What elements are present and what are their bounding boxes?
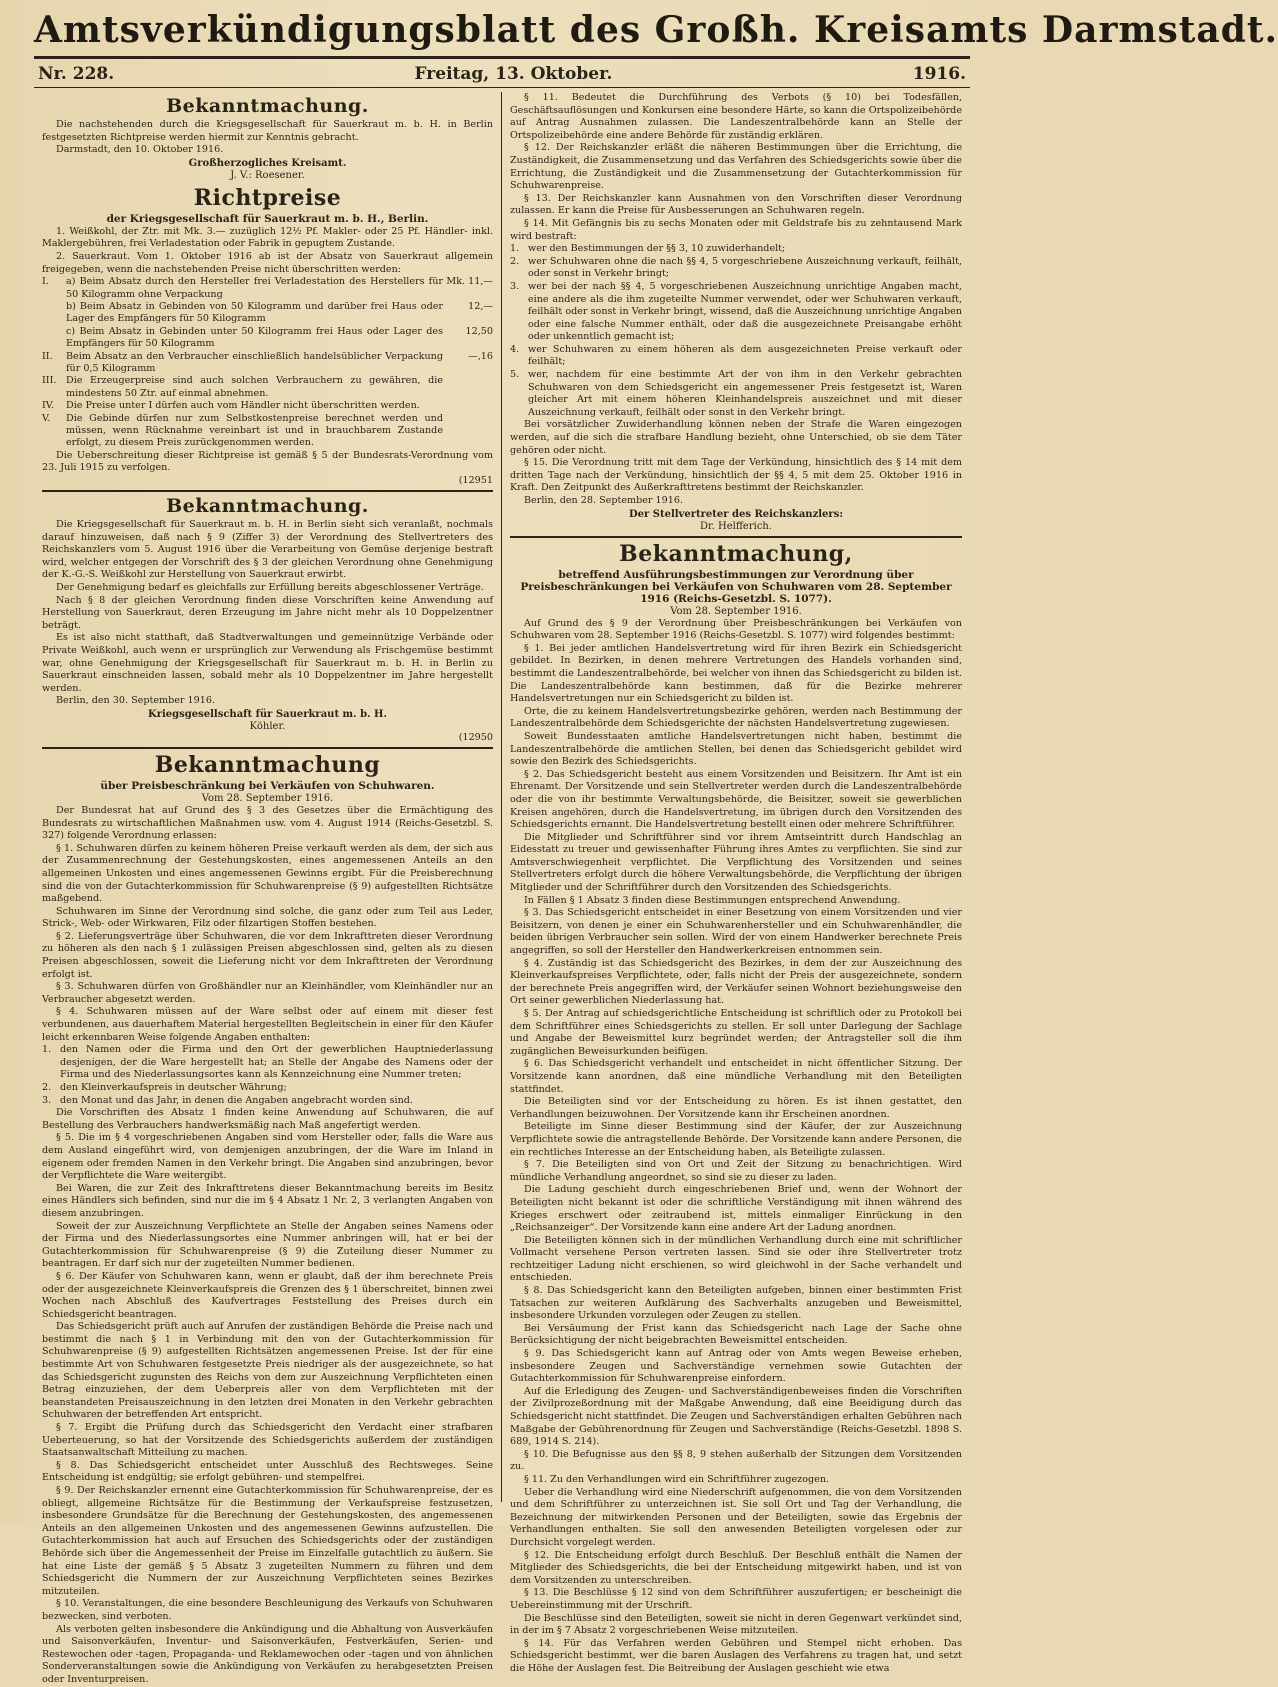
price-row-value: Mk. 11,— [446, 276, 493, 288]
price-row-value [443, 413, 493, 450]
price-row [42, 375, 493, 400]
notice-subtitle: über Preisbeschränkung bei Verkäufen von Schuhwaren. [100, 779, 435, 792]
price-row-value [443, 400, 493, 412]
divider [42, 747, 493, 749]
notice-paragraph: § 5. Der Antrag auf schiedsgerichtliche Entscheidung ist schriftlich oder zu Protokoll bei dem Schriftführer eines Schiedsgerichts zu stellen. Er soll unter Darlegung der Sachlage und Angabe der Beweismittel kurz begründet werden; der Antragsteller soll die ihm zugänglichen Beweisurkunden beifügen. [510, 1008, 962, 1057]
notice-paragraph: Die Beteiligten können sich in der mündlichen Verhandlung durch eine mit schriftlicher Vollmacht versehene Person vertreten lassen. Sind sie oder ihre Stellvertreter trotz rechtzeitiger Ladung nicht erschienen, so wird gleichwohl in der Sache verhandelt und entschieden. [510, 1234, 962, 1284]
notice-paragraph: § 9. Der Reichskanzler ernennt eine Gutachterkommission für Schuhwarenpreise, der es obliegt, allgemeine Richtsätze für die Bestimmung der Verkaufspreise festzusetzen, insbesondere Grundsätze für die Berechnung der Gestehungskosten, des angemessenen Anteils an den allgemeinen Unkosten und des angemessenen Gewinns aufzustellen. Die Gutachterkommission hat auch auf Ersuchen des Schiedsgerichts oder der zuständigen Behörde sich über die Angemessenheit der Preise im Einzelfalle gutachtlich zu äußern. Sie hat eine Liste der gemäß § 5 Absatz 3 zugeteilten Nummern zu führen und dem Schiedsgericht die Nummern der zur Auszeichnung Verpflichteten seines Bezirkes mitzuteilen. [42, 1485, 493, 1597]
price-row-text: Die Erzeugerpreise sind auch solchen Verbrauchern zu gewähren, die mindestens 50 Ztr. auf einmal abnehmen. [66, 375, 443, 399]
notice-place-date: Berlin, den 30. September 1916. [56, 695, 216, 707]
notice-title: Bekanntmachung [154, 751, 381, 778]
notice-title: Bekanntmachung, [619, 540, 853, 567]
price-row-value [443, 375, 493, 400]
masthead-rule [34, 56, 970, 59]
notice-office: Kriegsgesellschaft für Sauerkraut m. b. H. [148, 708, 387, 720]
price-row-text: Die Preise unter I dürfen auch vom Händler nicht überschritten werden. [66, 400, 420, 412]
list-text: wer, nachdem für eine bestimmte Art der von ihm in den Verkehr gebrachten Schuhwaren von dem Schiedsgericht ein angemessener Preis festgesetzt ist, Waren gleicher Art mit einem höheren Kleinhandelspreis auszeichnet und mit dieser Auszeichnung verkauft, feilhält oder sonst in den Verkehr bringt. [528, 369, 962, 418]
list-number: 4. [510, 343, 520, 355]
notice-paragraph: Die Beschlüsse sind den Beteiligten, soweit sie nicht in deren Gegenwart verkündet sind, in der im § 7 Absatz 2 vorgeschriebenen Weise mitzuteilen. [510, 1612, 962, 1637]
list-item [42, 1082, 493, 1095]
notice-paragraph: Es ist also nicht statthaft, daß Stadtverwaltungen und gemeinnützige Verbände oder Private Weißkohl, auch wenn er ursprünglich zur Verwendung als Frischgemüse bestimmt war, ohne Genehmigung der Kriegsgesellschaft für Sauerkraut m. b. H. in Berlin zu Sauerkraut einschneiden lassen, sobald mehr als 10 Doppelzentner im Jahre hergestellt werden. [42, 632, 493, 694]
notice-paragraph: Ueber die Verhandlung wird eine Niederschrift aufgenommen, die von dem Vorsitzenden und dem Schriftführer zu unterzeichnen ist. Sie soll Ort und Tag der Verhandlung, die Bezeichnung der mitwirkenden Personen und der Beteiligten, sowie das Ergebnis der Verhandlungen enthalten. Sie soll den anwesenden Beteiligten vorgelesen oder zur Durchsicht vorgelegt werden. [510, 1486, 962, 1548]
notice-paragraph: § 7. Die Beteiligten sind von Ort und Zeit der Sitzung zu benachrichtigen. Wird mündliche Verhandlung angeordnet, so sind sie zu dieser zu laden. [510, 1159, 962, 1183]
notice-date: Vom 28. September 1916. [670, 605, 802, 617]
notice-paragraph: Soweit Bundesstaaten amtliche Handelsvertretungen nicht haben, bestimmt die Landeszentralbehörde die amtlichen Stellen, bei denen das Schiedsgericht gebildet wird sowie den Bezirk des Schiedsgerichts. [510, 730, 962, 768]
issue-year: 1916. [912, 64, 966, 84]
notice-sauerkraut-permission [42, 495, 493, 743]
list-text: den Namen oder die Firma und den Ort der gewerblichen Hauptniederlassung desjenigen, der die Ware hergestellt hat; an Stelle der Angabe des Namens oder der Firma und des Niederlassungsortes kann als Kennzeichnung eine Nummer treten; [60, 1044, 493, 1081]
notice-paragraph: § 9. Das Schiedsgericht kann auf Antrag oder von Amts wegen Beweise erheben, insbesondere Zeugen und Sachverständige vernehmen sowie Gutachten der Gutachterkommission für Schuhwarenpreise einfordern. [510, 1348, 962, 1385]
price-row-index: V. [42, 412, 51, 424]
list-text: den Monat und das Jahr, in denen die Angaben angebracht worden sind. [60, 1094, 413, 1106]
price-row-text: c) Beim Absatz in Gebinden unter 50 Kilogramm frei Haus oder Lager des Empfängers für 50 Kilogramm [66, 325, 443, 350]
notice-paragraph: Schuhwaren im Sinne der Verordnung sind solche, die ganz oder zum Teil aus Leder, Strick-, Web- oder Wirkwaren, Filz oder filzartigen Stoffen bestehen. [42, 905, 493, 930]
divider [42, 490, 493, 492]
notice-paragraph: Die Mitglieder und Schriftführer sind vor ihrem Amtseintritt durch Handschlag an Eidesstatt zu treuer und gewissenhafter Führung ihres Amtes zu verpflichten. Sie sind zur Amtsverschwiegenheit verpflichtet. Die Verpflichtung des Vorsitzenden und seines Stellvertreters erfolgt durch die höhere Verwaltungsbehörde, die Verpflichtung der übrigen Mitglieder und der Schriftführer durch den Vorsitzenden des Schiedsgerichts. [510, 831, 962, 894]
notice-sauerkraut-prices-intro [42, 95, 493, 181]
notice-signer: Köhler. [249, 720, 286, 732]
list-item [510, 281, 962, 344]
price-row-index: IV. [42, 400, 55, 412]
list-text: wer Schuhwaren zu einem höheren als dem ausgezeichneten Preise verkauft oder feilhält; [528, 343, 962, 368]
notice-title: Richtpreise [193, 184, 342, 211]
notice-paragraph: § 11. Zu den Verhandlungen wird ein Schriftführer zugezogen. [524, 1473, 830, 1485]
price-row-index [42, 326, 66, 351]
notice-paragraph: § 14. Mit Gefängnis bis zu sechs Monaten oder mit Geldstrafe bis zu zehntausend Mark wird bestraft: [510, 217, 962, 242]
notice-signer: Dr. Helfferich. [699, 520, 773, 532]
issue-bar [34, 61, 970, 87]
notice-signer: J. V.: Roesener. [230, 169, 305, 181]
notice-paragraph: Die Beteiligten sind vor der Entscheidung zu hören. Es ist ihnen gestattet, den Verhandlungen beizuwohnen. Der Vorsitzende kann ihr Erscheinen anordnen. [510, 1096, 962, 1120]
notice-paragraph: Bei vorsätzlicher Zuwiderhandlung können neben der Strafe die Waren eingezogen werden, auf die sich die strafbare Handlung bezieht, ohne Unterschied, ob sie dem Täter gehören oder nicht. [510, 419, 962, 456]
notice-code: (12950 [458, 731, 493, 743]
price-row [42, 301, 493, 326]
list-text: wer den Bestimmungen der §§ 3, 10 zuwiderhandelt; [528, 243, 786, 255]
list-item [510, 344, 962, 369]
notice-shoe-prices-continued [510, 92, 962, 532]
notice-place-date: Darmstadt, den 10. Oktober 1916. [56, 144, 224, 156]
notice-paragraph: § 6. Der Käufer von Schuhwaren kann, wenn er glaubt, daß der ihm berechnete Preis oder der ausgezeichnete Kleinverkaufspreis die Grenzen des § 1 überschreitet, binnen zwei Wochen nach Abschluß des Kaufvertrages Feststellung des Preises durch ein Schiedsgericht beantragen. [42, 1270, 493, 1320]
notice-paragraph: § 1. Schuhwaren dürfen zu keinem höheren Preise verkauft werden als dem, der sich aus der Zusammenrechnung der Gestehungskosten, eines angemessenen Anteils an den allgemeinen Unkosten und eines angemessenen Gewinns ergibt. Für die Preisberechnung sind die von der Gutachterkommission für Schuhwarenpreise (§ 9) aufgestellten Richtsätze maßgebend. [42, 842, 493, 905]
price-row-index: II. [42, 350, 53, 362]
notice-paragraph: Der Bundesrat hat auf Grund des § 3 des Gesetzes über die Ermächtigung des Bundesrats zu wirtschaftlichen Maßnahmen usw. vom 4. August 1914 (Reichs-Gesetzbl. S. 327) folgende Verordnung erlassen: [42, 804, 493, 842]
notice-shoe-regulations [510, 541, 962, 1676]
notice-paragraph: 2. Sauerkraut. Vom 1. Oktober 1916 ab ist der Absatz von Sauerkraut allgemein freigegeben, wenn die nachstehenden Preise nicht überschritten werden: [42, 250, 493, 275]
price-row-text: Beim Absatz an den Verbraucher einschließlich handelsüblicher Verpackung für 0,5 Kilogramm [66, 350, 443, 374]
list-number: 1. [42, 1044, 52, 1056]
notice-paragraph: Die Ueberschreitung dieser Richtpreise ist gemäß § 5 der Bundesrats-Verordnung vom 23. Juli 1915 zu verfolgen. [42, 449, 493, 474]
price-row-text: b) Beim Absatz in Gebinden von 50 Kilogramm und darüber frei Haus oder Lager des Empfängers für 50 Kilogramm [66, 300, 443, 325]
notice-paragraph: § 4. Zuständig ist das Schiedsgericht des Bezirkes, in dem der zur Auszeichnung des Kleinverkaufspreises Verpflichtete, oder, falls nicht der Preis der ausgezeichnete, sondern der berechnete Preis angegriffen wird, der Verkäufer seinen Wohnort beziehungsweise den Ort seiner gewerblichen Niederlassung hat. [510, 957, 962, 1007]
list-number: 3. [510, 280, 520, 292]
list-number: 2. [42, 1082, 52, 1093]
notice-code: (12951 [458, 475, 493, 487]
notice-date: Vom 28. September 1916. [201, 792, 334, 804]
notice-paragraph: Auf die Erledigung des Zeugen- und Sachverständigenbeweises finden die Vorschriften der Zivilprozeßordnung mit der Maßgabe Anwendung, daß eine Beeidigung durch das Schiedsgericht nicht stattfindet. Die Zeugen und Sachverständigen erhalten Gebühren nach Maßgabe der Gebührenordnung für Zeugen und Sachverständige (Reichs-Gesetzbl. 1898 S. 689, 1914 S. 214). [510, 1385, 962, 1448]
notice-paragraph: § 4. Schuhwaren müssen auf der Ware selbst oder auf einem mit dieser fest verbundenen, aus dauerhaftem Material hergestellten Begleitschein in einer für den Käufer leicht erkennbaren Weise folgende Angaben enthalten: [42, 1006, 493, 1043]
notice-paragraph: Das Schiedsgericht prüft auch auf Anrufen der zuständigen Behörde die Preise nach und bestimmt die nach § 1 in Verbindung mit den von der Gutachterkommission für Schuhwarenpreise (§ 9) aufgestellten Richtsätzen angemessenen Preise. Ist der für eine bestimmte Art von Schuhwaren festgesetzte Preis niedriger als der ausgezeichnete, so hat das Schiedsgericht zugunsten des Reichs von dem zur Auszeichnung Verpflichteten einen Betrag einzuziehen, der dem Ueberpreis aller von dem Verpflichteten mit der beanstandeten Preisauszeichnung in den letzten drei Monaten in den Verkehr gebrachten Schuhwaren der betreffenden Art entspricht. [42, 1321, 493, 1421]
notice-paragraph: § 12. Die Entscheidung erfolgt durch Beschluß. Der Beschluß enthält die Namen der Mitglieder des Schiedsgerichts, die bei der Entscheidung mitgewirkt haben, und ist von dem Vorsitzenden zu unterschreiben. [510, 1549, 962, 1586]
masthead-title: Amtsverkündigungsblatt des Großh. Kreisamts Darmstadt. [34, 9, 1278, 51]
price-row [42, 326, 493, 351]
notice-paragraph: Nach § 8 der gleichen Verordnung finden diese Vorschriften keine Anwendung auf Herstellung von Sauerkraut, deren Erzeugung im Jahre nicht mehr als 10 Doppelzentner beträgt. [42, 594, 493, 631]
notice-paragraph: § 13. Der Reichskanzler kann Ausnahmen von den Vorschriften dieser Verordnung zulassen. Er kann die Preise für Ausbesserungen an Schuhwaren regeln. [510, 192, 962, 217]
price-row-index [42, 301, 66, 326]
notice-paragraph: Orte, die zu keinem Handelsvertretungsbezirke gehören, werden nach Bestimmung der Landeszentralbehörde dem Schiedsgerichte der nächsten Handelsvertretung zugewiesen. [510, 705, 962, 730]
notice-paragraph: § 10. Die Befugnisse aus den §§ 8, 9 stehen außerhalb der Sitzungen dem Vorsitzenden zu. [510, 1448, 962, 1473]
notice-paragraph: Auf Grund des § 9 der Verordnung über Preisbeschränkungen bei Verkäufen von Schuhwaren vom 28. September 1916 (Reichs-Gesetzbl. S. 1077) wird folgendes bestimmt: [510, 617, 962, 642]
notice-subtitle: der Kriegsgesellschaft für Sauerkraut m. b. H., Berlin. [106, 212, 429, 225]
price-row-text: Die Gebinde dürfen nur zum Selbstkostenpreise berechnet werden und müssen, wenn Rücknahme vereinbart ist und in brauchbarem Zustande erfolgt, zu diesem Preis zurückgenommen werden. [66, 412, 443, 449]
price-row [42, 413, 493, 450]
notice-paragraph: § 5. Die im § 4 vorgeschriebenen Angaben sind vom Hersteller oder, falls die Ware aus dem Ausland eingeführt wird, von demjenigen anzubringen, der die Ware im Inland in eigenem oder fremden Namen in den Verkehr bringt. Die Angaben sind anzubringen, bevor der Verpflichtete die Ware weitergibt. [42, 1132, 493, 1182]
notice-paragraph: § 11. Bedeutet die Durchführung des Verbots (§ 10) bei Todesfällen, Geschäftsauflösungen und Konkursen eine besondere Härte, so kann die Ortspolizeibehörde auf Antrag Ausnahmen zulassen. Die Landeszentralbehörde kann an Stelle der Ortspolizeibehörde eine andere Behörde für zuständig erklären. [510, 92, 962, 141]
notice-place-date: Berlin, den 28. September 1916. [524, 495, 684, 506]
notice-paragraph: § 2. Lieferungsverträge über Schuhwaren, die vor dem Inkrafttreten dieser Verordnung zu höheren als den nach § 1 zulässigen Preisen abgeschlossen sind, gelten als zu diesen Preisen abgeschlossen, soweit die Lieferung nicht vor dem Inkrafttreten der Verordnung erfolgt ist. [42, 930, 493, 980]
price-table [42, 276, 493, 450]
notice-paragraph: Der Genehmigung bedarf es gleichfalls zur Erfüllung bereits abgeschlossener Verträge. [56, 582, 484, 593]
notice-paragraph: Bei Versäumung der Frist kann das Schiedsgericht nach Lage der Sache ohne Berücksichtigung der nicht beigebrachten Beweismittel entscheiden. [510, 1322, 962, 1347]
list-number: 5. [510, 369, 520, 381]
notice-paragraph: Die Vorschriften des Absatz 1 finden keine Anwendung auf Schuhwaren, die auf Bestellung des Verbrauchers handwerksmäßig nach Maß angefertigt werden. [42, 1107, 493, 1131]
notice-paragraph: 1. Weißkohl, der Ztr. mit Mk. 3.— zuzüglich 12½ Pf. Makler- oder 25 Pf. Händler- inkl. Maklergebühren, frei Verladestation oder Fabrik in gepugtem Zustande. [42, 225, 493, 250]
notice-shoe-prices [42, 752, 493, 1687]
notice-paragraph: § 8. Das Schiedsgericht entscheidet unter Ausschluß des Rechtsweges. Seine Entscheidung ist endgültig; sie erfolgt gebühren- und stempelfrei. [42, 1459, 493, 1484]
notice-paragraph: Als verboten gelten insbesondere die Ankündigung und die Abhaltung von Ausverkäufen und Saisonverkäufen, Inventur- und Saisonverkäufen, Festverkäufen, Serien- und Restewochen oder -tagen, Propaganda- und Reklamewochen oder -tagen und von ähnlichen Sonderveranstaltungen sowie die Ankündigung von Verkäufen zu herabgesetzten Preisen oder Inventurpreisen. [42, 1623, 493, 1685]
list-number: 2. [510, 255, 520, 267]
notice-paragraph: § 6. Das Schiedsgericht verhandelt und entscheidet in nicht öffentlicher Sitzung. Der Vorsitzende kann anordnen, daß eine mündliche Verhandlung mit den Beteiligten stattfindet. [510, 1058, 962, 1095]
list-item [42, 1095, 493, 1108]
notice-paragraph: § 14. Für das Verfahren werden Gebühren und Stempel nicht erhoben. Das Schiedsgericht bestimmt, wer die baren Auslagen des Verfahrens zu tragen hat, und setzt die Höhe der Auslagen fest. Die Beitreibung der Auslagen geschieht wie etwa [510, 1637, 962, 1674]
right-column [502, 92, 970, 1674]
notice-paragraph: § 1. Bei jeder amtlichen Handelsvertretung wird für ihren Bezirk ein Schiedsgericht gebildet. In Bezirken, in denen mehrere Vertretungen des Handels vorhanden sind, bestimmt die Landeszentralbehörde, bei welcher von ihnen das Schiedsgericht zu bilden ist. Die Landeszentralbehörde kann bestimmen, daß für die Bezirke mehrerer Handelsvertretungen nur ein Schiedsgericht zu bilden ist. [510, 642, 962, 705]
list-number: 1. [510, 243, 520, 255]
issue-rule [34, 87, 970, 88]
notice-title: Bekanntmachung. [166, 495, 369, 518]
notice-paragraph: § 7. Ergibt die Prüfung durch das Schiedsgericht den Verdacht einer strafbaren Ueberteuerung, so hat der Vorsitzende des Schiedsgerichts außerdem der zuständigen Staatsanwaltschaft Mitteilung zu machen. [42, 1422, 493, 1459]
columns [34, 92, 970, 1685]
list-item [510, 243, 962, 256]
price-row [42, 400, 493, 412]
notice-paragraph: Soweit der zur Auszeichnung Verpflichtete an Stelle der Angaben seines Namens oder der Firma und des Niederlassungsortes eine Nummer anbringen will, hat er bei der Gutachterkommission für Schuhwarenpreise (§ 9) die Zuteilung dieser Nummer zu beantragen. Er darf sich nur der zugeteilten Nummer bedienen. [42, 1220, 493, 1270]
notice-paragraph: § 10. Veranstaltungen, die eine besondere Beschleunigung des Verkaufs von Schuhwaren bezwecken, sind verboten. [42, 1598, 493, 1622]
list-number: 3. [42, 1094, 52, 1106]
list-text: wer bei der nach §§ 4, 5 vorgeschriebenen Auszeichnung unrichtige Angaben macht, eine andere als die ihm zugeteilte Nummer verwendet, oder wer Schuhwaren verkauft, feilhält oder sonst in Verkehr bringt, wissend, daß die Auszeichnung unrichtige Angaben oder eine falsche Nummer enthält, oder daß die ausgezeichnete Preisangabe erhöht oder unkenntlich gemacht ist; [528, 280, 962, 343]
notice-office: Der Stellvertreter des Reichskanzlers: [628, 508, 844, 520]
divider [510, 536, 962, 538]
notice-paragraph: Die Ladung geschieht durch eingeschriebenen Brief und, wenn der Wohnort der Beteiligten nicht bekannt ist oder die schriftliche Verständigung mit ihnen während des Krieges erschwert oder zeitraubend ist, mittels einmaliger Einrückung in den „Reichsanzeiger“. Der Vorsitzende kann eine andere Art der Ladung anordnen. [510, 1184, 962, 1234]
list-text: den Kleinverkaufspreis in deutscher Währung; [60, 1082, 287, 1093]
notice-paragraph: § 12. Der Reichskanzler erläßt die näheren Bestimmungen über die Errichtung, die Zuständigkeit, die Zusammensetzung und das Verfahren des Schiedsgerichts sowie über die Errichtung, die Zuständigkeit und die Zusammensetzung der Gutachterkommission für Schuhwarenpreise. [510, 142, 962, 192]
list-text: wer Schuhwaren ohne die nach §§ 4, 5 vorgeschriebene Auszeichnung verkauft, feilhält, oder sonst in Verkehr bringt; [528, 255, 962, 280]
price-row-value: 12,— [468, 300, 493, 312]
list-item [510, 256, 962, 281]
price-row-index: I. [42, 276, 49, 288]
notice-paragraph: § 15. Die Verordnung tritt mit dem Tage der Verkündung, hinsichtlich des § 14 mit dem dritten Tage nach der Verkündung, hinsichtlich der §§ 4, 5 mit dem 25. Oktober 1916 in Kraft. Den Zeitpunkt des Außerkrafttretens bestimmt der Reichskanzler. [510, 457, 962, 494]
issue-date: Freitag, 13. Oktober. [414, 64, 613, 84]
notice-paragraph: Beteiligte im Sinne dieser Bestimmung sind der Käufer, der zur Auszeichnung Verpflichtete sowie die antragstellende Behörde. Der Vorsitzende kann andere Personen, die ein rechtliches Interesse an der Entscheidung haben, als Beteiligte zulassen. [510, 1121, 962, 1158]
price-row-value: —,16 [468, 350, 493, 362]
notice-paragraph: § 13. Die Beschlüsse § 12 sind von dem Schriftführer auszufertigen; er bescheinigt die Uebereinstimmung mit der Urschrift. [510, 1587, 962, 1611]
notice-paragraph: § 8. Das Schiedsgericht kann den Beteiligten aufgeben, binnen einer bestimmten Frist Tatsachen zur weiteren Aufklärung des Sachverhalts anzugeben und Beweismittel, insbesondere Urkunden vorzulegen oder Zeugen zu stellen. [510, 1285, 962, 1322]
price-row-text: a) Beim Absatz durch den Hersteller frei Verladestation des Herstellers für 50 Kilogramm ohne Verpackung [66, 276, 443, 300]
notice-office: Großherzogliches Kreisamt. [188, 157, 347, 169]
notice-richtpreise [42, 185, 493, 486]
price-row [42, 276, 493, 301]
price-row [42, 351, 493, 376]
notice-paragraph: In Fällen § 1 Absatz 3 finden diese Bestimmungen entsprechend Anwendung. [524, 894, 901, 906]
notice-subtitle: betreffend Ausführungsbestimmungen zur Verordnung über Preisbeschränkungen bei Verkäufen von Schuhwaren vom 28. September 1916 (Reichs-Gesetzbl. S. 1077). [520, 568, 952, 605]
left-column [34, 92, 502, 1685]
notice-paragraph: § 3. Schuhwaren dürfen von Großhändler nur an Kleinhändler, vom Kleinhändler nur an Verbraucher abgesetzt werden. [42, 981, 493, 1005]
price-row-index: III. [42, 375, 57, 387]
issue-number: Nr. 228. [38, 64, 115, 84]
notice-body: Die nachstehenden durch die Kriegsgesellschaft für Sauerkraut m. b. H. in Berlin festgesetzten Richtpreise werden hiermit zur Kenntnis gebracht. [42, 119, 493, 143]
notice-paragraph: § 2. Das Schiedsgericht besteht aus einem Vorsitzenden und Beisitzern. Ihr Amt ist ein Ehrenamt. Der Vorsitzende und sein Stellvertreter werden durch die Landeszentralbehörde oder die von ihr bestimmte Verwaltungsbehörde, die Beisitzer, soweit sie gewerblichen Kreisen angehören, durch die Handelsvertretung, im übrigen durch den Vorsitzenden des Schiedsgerichts ernannt. Die Handelsvertretung bestellt einen oder mehrere Schriftführer. [510, 768, 962, 831]
list-item [42, 1044, 493, 1082]
notice-title: Bekanntmachung. [166, 95, 369, 117]
notice-paragraph: Die Kriegsgesellschaft für Sauerkraut m. b. H. in Berlin sieht sich veranlaßt, nochmals darauf hinzuweisen, daß nach § 9 (Ziffer 3) der Verordnung des Stellvertreters des Reichskanzlers vom 5. August 1916 über die Verarbeitung von Gemüse derjenige bestraft wird, welcher entgegen der Vorschrift des § 3 der gleichen Verordnung ohne Genehmigung der K.-G.-S. Weißkohl zur Herstellung von Sauerkraut erwirbt. [42, 519, 493, 581]
list-item [510, 369, 962, 419]
price-row-value: 12,50 [465, 325, 493, 337]
notice-paragraph: § 3. Das Schiedsgericht entscheidet in einer Besetzung von einem Vorsitzenden und vier Beisitzern, von denen je einer ein Schuhwarenhersteller und ein Schuhwarenhändler, die beiden übrigen Verbraucher sein sollen. Wird der von einem Handwerker berechnete Preis angegriffen, so soll der Hersteller den Handwerkerkreisen entnommen sein. [510, 907, 962, 957]
notice-paragraph: Bei Waren, die zur Zeit des Inkrafttretens dieser Bekanntmachung bereits im Besitz eines Händlers sich befinden, sind nur die im § 4 Absatz 1 Nr. 2, 3 verlangten Angaben von diesem anzubringen. [42, 1182, 493, 1219]
